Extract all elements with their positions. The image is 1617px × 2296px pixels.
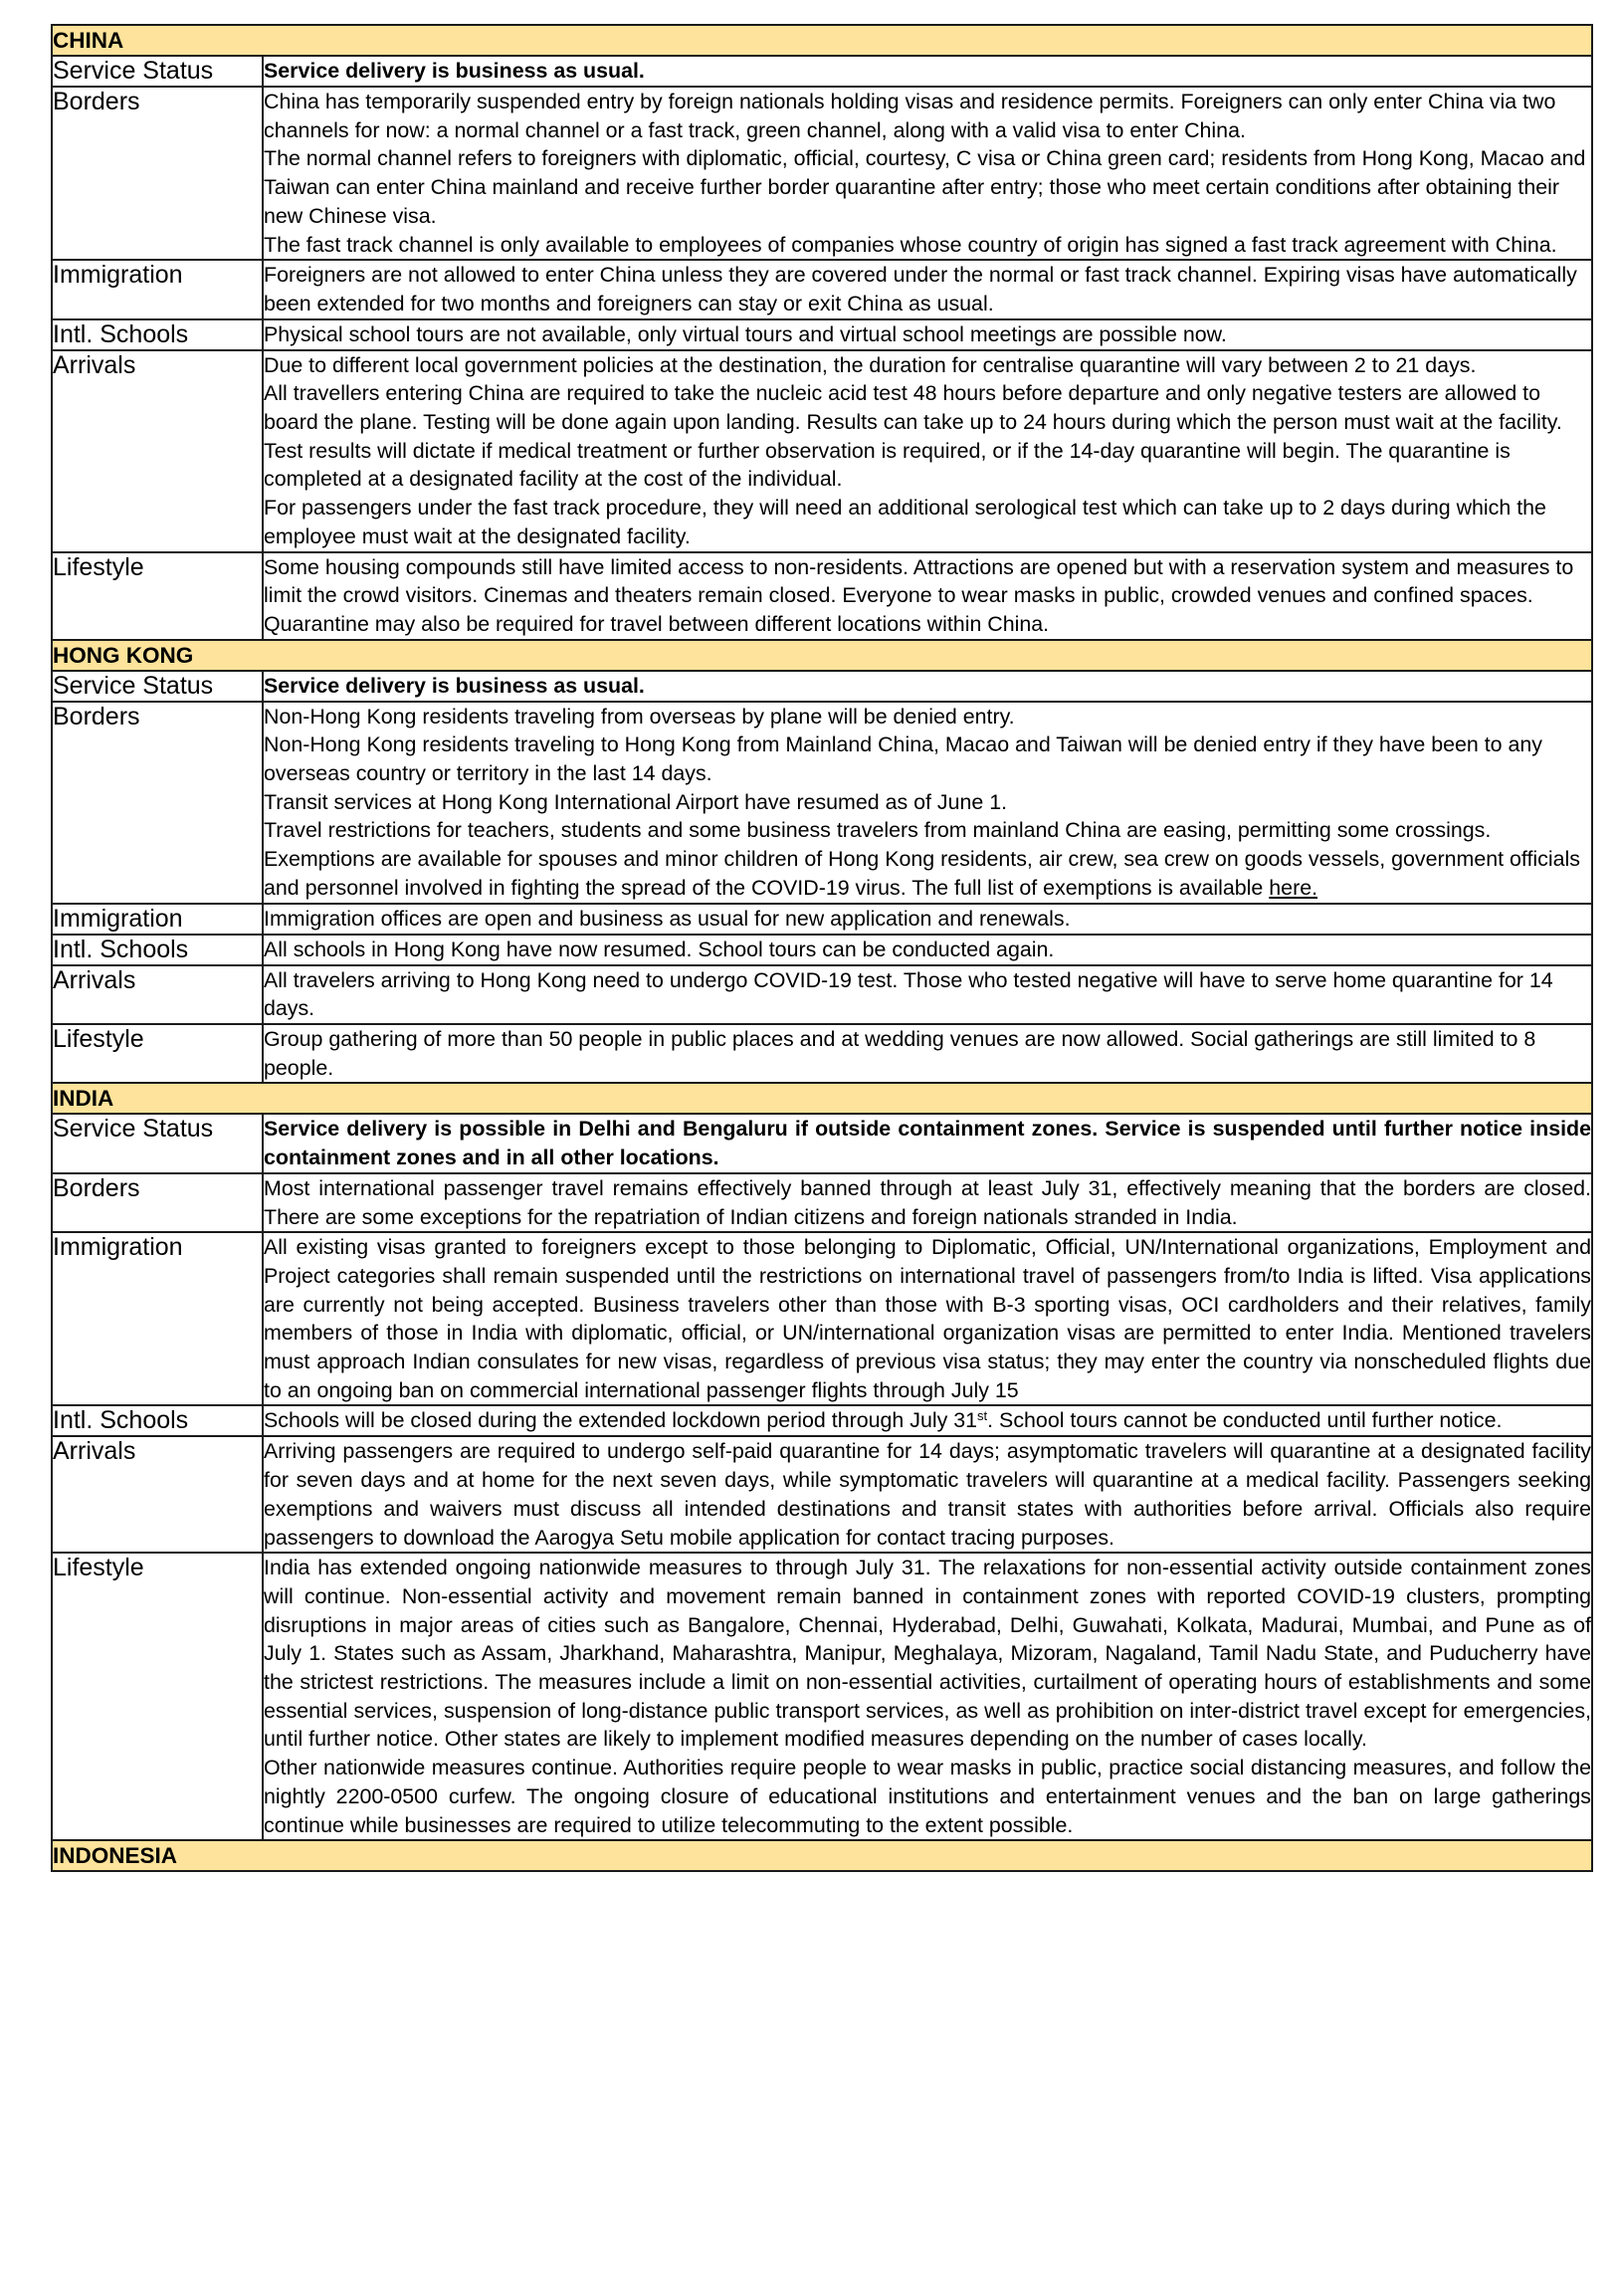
row-content-immigration xyxy=(263,1232,1592,1405)
ordinal-suffix: st xyxy=(977,1408,988,1424)
advisory-row-arrivals xyxy=(52,350,1592,552)
advisory-row-lifestyle xyxy=(52,552,1592,640)
row-content-service-status xyxy=(263,1114,1592,1172)
paragraph: China has temporarily suspended entry by foreign nationals holding visas and residence permits. Foreigners can only enter China via two channels for now: a normal channel or a fast track, green channel, along with a valid visa to enter China. xyxy=(264,90,1556,142)
paragraph: Arriving passengers are required to undergo self-paid quarantine for 14 days; asymptomatic travelers will quarantine at a designated facility for seven days and at home for the next seven days, while symptomatic travelers will quarantine at a medical facility. Passengers seeking exemptions and waivers must discuss all intended destinations and transit states with authorities before arrival. Officials also require passengers to download the Aarogya Setu mobile application for contact tracing purposes. xyxy=(264,1439,1591,1550)
row-label-arrivals: Arrivals xyxy=(52,965,263,1024)
paragraph: The fast track channel is only available to employees of companies whose country of origin has signed a fast track agreement with China. xyxy=(264,232,1557,257)
country-header-indonesia: INDONESIA xyxy=(52,1840,1592,1871)
advisory-row-lifestyle xyxy=(52,1024,1592,1083)
paragraph: Foreigners are not allowed to enter China unless they are covered under the normal or fast track channel. Expiring visas have automatically been extended for two months and foreigners can stay or exit China as usual. xyxy=(264,263,1577,315)
paragraph: Travel restrictions for teachers, students and some business travelers from mainland China are easing, permitting some crossings. xyxy=(264,818,1492,843)
row-label-immigration: Immigration xyxy=(52,1232,263,1405)
paragraph: Physical school tours are not available, only virtual tours and virtual school meetings are possible now. xyxy=(264,321,1227,346)
paragraph: India has extended ongoing nationwide measures to through July 31. The relaxations for non-essential activity outside containment zones will continue. Non-essential activity and movement remain banned in containment zones with reported COVID-19 clusters, prompting disruptions in major areas of cities such as Bangalore, Chennai, Hyderabad, Delhi, Guwahati, Kolkata, Madurai, Mumbai, and Pune as of July 1. States such as Assam, Jharkhand, Maharashtra, Manipur, Meghalaya, Mizoram, Nagaland, Tamil Nadu State, and Puducherry have the strictest restrictions. The measures include a limit on non-essential activities, curtailment of operating hours of establishments and some essential services, suspension of long-distance public transport services, as well as prohibition on inter-district travel except for emergencies, until further notice. Other states are likely to implement modified measures depending on the number of cases locally. xyxy=(264,1556,1591,1752)
country-header-china: CHINA xyxy=(52,25,1592,56)
row-content-immigration xyxy=(263,904,1592,935)
paragraph xyxy=(264,1406,1591,1435)
country-header-row-india xyxy=(52,1083,1592,1114)
row-content-immigration xyxy=(263,260,1592,318)
row-content-lifestyle xyxy=(263,1024,1592,1083)
row-label-lifestyle: Lifestyle xyxy=(52,1553,263,1840)
advisory-row-borders xyxy=(52,87,1592,260)
row-label-intl-schools: Intl. Schools xyxy=(52,935,263,965)
row-content-arrivals xyxy=(263,1436,1592,1553)
row-label-immigration: Immigration xyxy=(52,904,263,935)
paragraph: Transit services at Hong Kong International Airport have resumed as of June 1. xyxy=(264,789,1008,814)
advisory-row-borders xyxy=(52,1173,1592,1232)
country-header-hong-kong: HONG KONG xyxy=(52,640,1592,671)
row-content-borders xyxy=(263,702,1592,904)
country-header-india: INDIA xyxy=(52,1083,1592,1114)
country-header-row-indonesia xyxy=(52,1840,1592,1871)
paragraph: Group gathering of more than 50 people in public places and at wedding venues are now allowed. Social gatherings are still limited to 8 people. xyxy=(264,1026,1536,1080)
advisory-row-intl-schools xyxy=(52,1405,1592,1436)
advisory-row-immigration xyxy=(52,904,1592,935)
row-label-borders: Borders xyxy=(52,1173,263,1232)
row-label-borders: Borders xyxy=(52,87,263,260)
row-content-intl-schools xyxy=(263,935,1592,965)
paragraph: For passengers under the fast track procedure, they will need an additional serological test which can take up to 2 days during which the employee must wait at the designated facility. xyxy=(264,496,1546,548)
advisory-row-service-status xyxy=(52,671,1592,702)
advisory-row-arrivals xyxy=(52,965,1592,1024)
row-content-arrivals xyxy=(263,965,1592,1024)
advisory-row-lifestyle xyxy=(52,1553,1592,1840)
paragraph-text: . School tours cannot be conducted until further notice. xyxy=(987,1408,1503,1433)
paragraph-text: Exemptions are available for spouses and minor children of Hong Kong residents, air crew, sea crew on goods vessels, government officials and personnel involved in fighting the spread of the COVID-19 virus. The full list of exemptions is available xyxy=(264,847,1580,900)
row-label-lifestyle: Lifestyle xyxy=(52,552,263,640)
paragraph: The normal channel refers to foreigners with diplomatic, official, courtesy, C visa or China green card; residents from Hong Kong, Macao and Taiwan can enter China mainland and receive further border quarantine after entry; those who meet certain conditions after obtaining their new Chinese visa. xyxy=(264,146,1586,228)
paragraph xyxy=(264,845,1591,902)
row-label-intl-schools: Intl. Schools xyxy=(52,1405,263,1436)
paragraph: Due to different local government policies at the destination, the duration for centralise quarantine will vary between 2 to 21 days. xyxy=(264,352,1477,377)
paragraph: Most international passenger travel remains effectively banned through at least July 31, effectively meaning that the borders are closed. There are some exceptions for the repatriation of Indian citizens and foreign nationals stranded in India. xyxy=(264,1175,1591,1229)
row-content-service-status xyxy=(263,671,1592,702)
row-content-intl-schools xyxy=(263,1405,1592,1436)
paragraph: All schools in Hong Kong have now resumed. School tours can be conducted again. xyxy=(264,937,1055,961)
country-header-row-hong-kong xyxy=(52,640,1592,671)
row-label-service-status: Service Status xyxy=(52,1114,263,1172)
advisory-row-borders xyxy=(52,702,1592,904)
advisory-row-intl-schools xyxy=(52,935,1592,965)
row-label-service-status: Service Status xyxy=(52,671,263,702)
advisory-row-intl-schools xyxy=(52,319,1592,350)
paragraph-text: Schools will be closed during the extended lockdown period through July 31 xyxy=(264,1408,978,1433)
row-content-intl-schools xyxy=(263,319,1592,350)
paragraph: Immigration offices are open and business as usual for new application and renewals. xyxy=(264,906,1071,931)
advisory-row-immigration xyxy=(52,260,1592,318)
row-content-lifestyle xyxy=(263,552,1592,640)
row-content-service-status xyxy=(263,56,1592,87)
paragraph: All travellers entering China are required to take the nucleic acid test 48 hours before departure and only negative testers are allowed to board the plane. Testing will be done again upon landing. Results can take up to 24 hours during which the person must wait at the facility. Test results will dictate if medical treatment or further observation is required, or if the 14-day quarantine will begin. The quarantine is completed at a designated facility at the cost of the individual. xyxy=(264,381,1562,492)
row-content-borders xyxy=(263,1173,1592,1232)
paragraph: All existing visas granted to foreigners except to those belonging to Diplomatic, Official, UN/International organizations, Employment and Project categories shall remain suspended until the restrictions on international travel of passengers from/to India is lifted. Visa applications are currently not being accepted. Business travelers other than those with B-3 sporting visas, OCI cardholders and their relatives, family members of those in India with diplomatic, official, or UN/international organization visas are permitted to enter India. Mentioned travelers must approach Indian consulates for new visas, regardless of previous visa status; they may enter the country via nonscheduled flights due to an ongoing ban on commercial international passenger flights through July 15 xyxy=(264,1235,1591,1402)
advisory-document xyxy=(51,24,1593,1872)
country-header-row-china xyxy=(52,25,1592,56)
advisory-row-arrivals xyxy=(52,1436,1592,1553)
row-label-arrivals: Arrivals xyxy=(52,1436,263,1553)
paragraph: Non-Hong Kong residents traveling to Hong Kong from Mainland China, Macao and Taiwan will be denied entry if they have been to any overseas country or territory in the last 14 days. xyxy=(264,732,1543,786)
row-content-arrivals xyxy=(263,350,1592,552)
paragraph: Other nationwide measures continue. Authorities require people to wear masks in public, practice social distancing measures, and follow the nightly 2200-0500 curfew. The ongoing closure of educational institutions and entertainment venues and the ban on large gatherings continue while businesses are required to utilize telecommuting to the extent possible. xyxy=(264,1756,1591,1837)
row-label-lifestyle: Lifestyle xyxy=(52,1024,263,1083)
paragraph: Service delivery is business as usual. xyxy=(264,59,645,83)
row-label-intl-schools: Intl. Schools xyxy=(52,319,263,350)
advisory-row-immigration xyxy=(52,1232,1592,1405)
row-content-lifestyle xyxy=(263,1553,1592,1840)
row-label-immigration: Immigration xyxy=(52,260,263,318)
advisory-row-service-status xyxy=(52,56,1592,87)
exemptions-link[interactable]: here. xyxy=(1269,875,1318,900)
row-content-borders xyxy=(263,87,1592,260)
advisory-row-service-status xyxy=(52,1114,1592,1172)
paragraph: Service delivery is possible in Delhi and Bengaluru if outside containment zones. Service is suspended until further notice inside containment zones and in all other locations. xyxy=(264,1117,1591,1170)
paragraph: Non-Hong Kong residents traveling from overseas by plane will be denied entry. xyxy=(264,704,1015,729)
row-label-service-status: Service Status xyxy=(52,56,263,87)
row-label-arrivals: Arrivals xyxy=(52,350,263,552)
paragraph: All travelers arriving to Hong Kong need to undergo COVID-19 test. Those who tested negative will have to serve home quarantine for 14 days. xyxy=(264,967,1553,1021)
row-label-borders: Borders xyxy=(52,702,263,904)
country-advisory-table xyxy=(51,24,1593,1872)
paragraph: Service delivery is business as usual. xyxy=(264,673,645,698)
paragraph: Some housing compounds still have limited access to non-residents. Attractions are opened but with a reservation system and measures to limit the crowd visitors. Cinemas and theaters remain closed. Everyone to wear masks in public, crowded venues and confined spaces. Quarantine may also be required for travel between different locations within China. xyxy=(264,554,1574,636)
